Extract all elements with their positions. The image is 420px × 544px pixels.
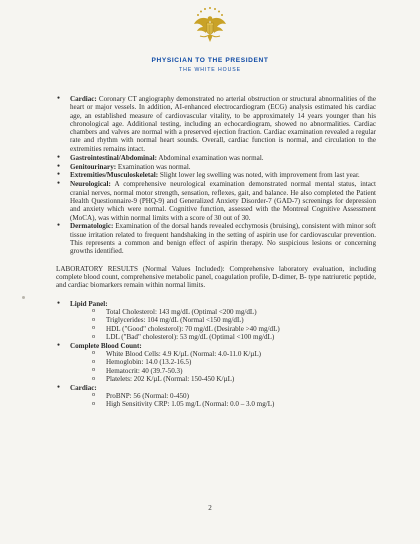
lab-value: o LDL ("Bad" cholesterol): 53 mg/dL (Optimal <100 mg/dL) xyxy=(70,333,376,341)
exam-text: Coronary CT angiography demonstrated no arterial obstruction or structural abnormalities of the heart or major vessels. In addition, AI-enhanced electrocardiogram (ECG) analysis estimated his cardiac age, an established measure of cardiovascular vitality, to be approximately 14 years younger than his chronological age. Additional testing, including an echocardiogram, showed no abnormalities. Cardiac chambers and valves are normal with a preserved ejection fraction. Cardiac examination revealed a regular rate and rhythm with normal heart sounds. Overall, cardiac function is normal, and circulation to the extremities remains intact. xyxy=(70,95,376,153)
presidential-seal-icon xyxy=(192,6,228,46)
exam-findings-list xyxy=(56,95,376,256)
lab-group-lipid-panel xyxy=(56,300,376,342)
lab-group-complete-blood-count xyxy=(56,342,376,384)
lab-value: o High Sensitivity CRP: 1.05 mg/L (Normal: 0.0 – 3.0 mg/L) xyxy=(70,400,376,408)
lab-sublist xyxy=(70,308,376,342)
lab-value: o Hemoglobin: 14.0 (13.2-16.5) xyxy=(70,358,376,366)
letterhead-title: PHYSICIAN TO THE PRESIDENT xyxy=(151,57,269,64)
exam-item-cardiac xyxy=(56,95,376,153)
lab-value: o Hematocrit: 40 (39.7-50.3) xyxy=(70,367,376,375)
exam-text: Abdominal examination was normal. xyxy=(156,153,264,162)
letter-body xyxy=(56,95,376,409)
lab-group-cardiac xyxy=(56,384,376,409)
exam-item-gastrointestinal xyxy=(56,154,376,162)
exam-label: Gastrointestinal/Abdominal: xyxy=(70,153,157,162)
exam-text: Slight lower leg swelling was noted, with improvement from last year. xyxy=(158,171,360,180)
exam-text: A comprehensive neurological examination demonstrated normal mental status, intact cranial nerves, normal motor strength, sensation, reflexes, gait, and balance. He also completed the Patient Health Questionnaire-9 (PHQ-9) and Generalized Anxiety Disorder-7 (GAD-7) screenings for depression and anxiety which were normal. Cognitive function, assessed with the Montreal Cognitive Assessment (MoCA), was within normal limits with a score of 30 out of 30. xyxy=(70,180,376,222)
exam-item-genitourinary xyxy=(56,163,376,171)
exam-label: Extremities/Musculoskeletal: xyxy=(70,171,159,180)
exam-item-extremities xyxy=(56,171,376,179)
page-number: 2 xyxy=(208,504,212,512)
lab-value: o ProBNP: 56 (Normal: 0-450) xyxy=(70,392,376,400)
lab-sublist xyxy=(70,392,376,409)
lab-group-label: Lipid Panel: xyxy=(70,299,108,308)
lab-value: o Platelets: 202 K/µL (Normal: 150-450 K/µL) xyxy=(70,375,376,383)
lab-value: o Triglycerides: 104 mg/dL (Normal <150 mg/dL) xyxy=(70,316,376,324)
exam-text: Examination of the dorsal hands revealed ecchymosis (bruising), consistent with minor soft tissue irritation related to frequent handshaking in the setting of aspirin use for cardiovascular prevention. This represents a common and benign effect of aspirin therapy. No suspicious lesions or concerning growths identified. xyxy=(70,222,376,256)
lab-group-label: Complete Blood Count: xyxy=(70,341,142,350)
exam-label: Genitourinary: xyxy=(70,162,117,171)
letterhead-subtitle: THE WHITE HOUSE xyxy=(179,67,241,73)
lab-value: o White Blood Cells: 4.9 K/µL (Normal: 4.0-11.0 K/µL) xyxy=(70,350,376,358)
lab-value: o HDL ("Good" cholesterol): 70 mg/dL (Desirable >40 mg/dL) xyxy=(70,325,376,333)
exam-item-neurological xyxy=(56,180,376,221)
exam-text: Examination was normal. xyxy=(116,162,191,171)
paper-speck xyxy=(22,296,25,299)
lab-results-intro: LABORATORY RESULTS (Normal Values Included): Comprehensive laboratory evaluation, including complete blood count, comprehensive metabolic panel, coagulation profile, D-dimer, B- type natriuretic peptide, and cardiac biomarkers remain within normal limits. xyxy=(56,264,376,290)
lab-results-list xyxy=(56,300,376,409)
lab-group-label: Cardiac: xyxy=(70,383,97,392)
exam-item-dermatologic xyxy=(56,222,376,255)
exam-label: Cardiac: xyxy=(70,95,97,103)
exam-label: Neurological: xyxy=(70,180,111,189)
lab-value: o Total Cholesterol: 143 mg/dL (Optimal <200 mg/dL) xyxy=(70,308,376,316)
lab-sublist xyxy=(70,350,376,384)
exam-label: Dermatologic: xyxy=(70,222,114,231)
